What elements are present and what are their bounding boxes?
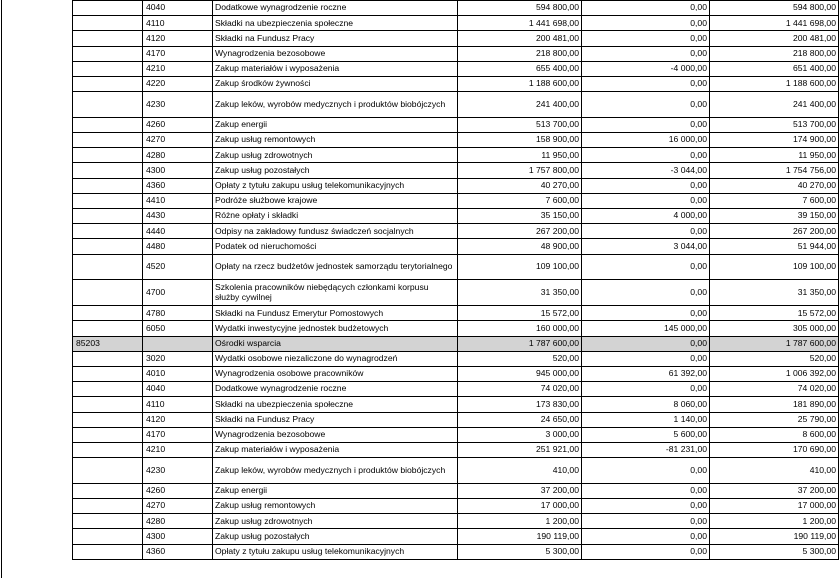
table-row (73, 427, 839, 442)
after-change-amount-cell: 190 119,00 (710, 529, 839, 544)
table-row (73, 163, 839, 178)
plan-amount-cell: 40 270,00 (458, 178, 582, 193)
table-row (73, 16, 839, 31)
table-row (73, 1, 839, 16)
paragraph-cell: 4300 (143, 163, 213, 178)
change-amount-cell: 0,00 (582, 148, 710, 163)
chapter-cell (73, 321, 143, 336)
change-amount-cell: 0,00 (582, 117, 710, 132)
chapter-cell (73, 16, 143, 31)
chapter-cell (73, 133, 143, 148)
paragraph-cell: 4270 (143, 133, 213, 148)
plan-amount-cell: 15 572,00 (458, 306, 582, 321)
paragraph-cell: 4230 (143, 92, 213, 118)
after-change-amount-cell: 267 200,00 (710, 224, 839, 239)
chapter-cell (73, 442, 143, 457)
description-cell: Opłaty na rzecz budżetów jednostek samorządu terytorialnego (213, 254, 458, 280)
table-row (73, 133, 839, 148)
change-amount-cell: 0,00 (582, 46, 710, 61)
paragraph-cell: 4360 (143, 544, 213, 559)
description-cell: Szkolenia pracowników niebędących członkami korpusu służby cywilnej (213, 280, 458, 306)
table-row (73, 254, 839, 280)
chapter-cell (73, 499, 143, 514)
plan-amount-cell: 267 200,00 (458, 224, 582, 239)
plan-amount-cell: 1 787 600,00 (458, 336, 582, 351)
paragraph-cell: 4120 (143, 31, 213, 46)
change-amount-cell: 0,00 (582, 280, 710, 306)
paragraph-cell: 4260 (143, 117, 213, 132)
table-row (73, 544, 839, 559)
description-cell: Składki na ubezpieczenia społeczne (213, 397, 458, 412)
description-cell: Dodatkowe wynagrodzenie roczne (213, 1, 458, 16)
change-amount-cell: -3 044,00 (582, 163, 710, 178)
table-row (73, 458, 839, 484)
change-amount-cell: 8 060,00 (582, 397, 710, 412)
description-cell: Ośrodki wsparcia (213, 336, 458, 351)
after-change-amount-cell: 5 300,00 (710, 544, 839, 559)
paragraph-cell: 4210 (143, 61, 213, 76)
plan-amount-cell: 410,00 (458, 458, 582, 484)
paragraph-cell: 4120 (143, 412, 213, 427)
plan-amount-cell: 1 757 800,00 (458, 163, 582, 178)
after-change-amount-cell: 51 944,00 (710, 239, 839, 254)
chapter-cell (73, 529, 143, 544)
table-row (73, 209, 839, 224)
after-change-amount-cell: 1 188 600,00 (710, 76, 839, 91)
after-change-amount-cell: 651 400,00 (710, 61, 839, 76)
chapter-cell (73, 209, 143, 224)
after-change-amount-cell: 8 600,00 (710, 427, 839, 442)
description-cell: Zakup usług remontowych (213, 499, 458, 514)
after-change-amount-cell: 218 800,00 (710, 46, 839, 61)
description-cell: Zakup energii (213, 117, 458, 132)
chapter-cell (73, 163, 143, 178)
chapter-cell (73, 397, 143, 412)
description-cell: Wynagrodzenia osobowe pracowników (213, 366, 458, 381)
paragraph-cell: 4280 (143, 514, 213, 529)
plan-amount-cell: 160 000,00 (458, 321, 582, 336)
chapter-cell (73, 92, 143, 118)
chapter-cell (73, 351, 143, 366)
table-row (73, 46, 839, 61)
paragraph-cell: 4780 (143, 306, 213, 321)
after-change-amount-cell: 39 150,00 (710, 209, 839, 224)
table-row (73, 529, 839, 544)
after-change-amount-cell: 1 787 600,00 (710, 336, 839, 351)
change-amount-cell: 0,00 (582, 254, 710, 280)
change-amount-cell: 0,00 (582, 351, 710, 366)
paragraph-cell: 4360 (143, 178, 213, 193)
after-change-amount-cell: 1 441 698,00 (710, 16, 839, 31)
description-cell: Wydatki osobowe niezaliczone do wynagrodzeń (213, 351, 458, 366)
paragraph-cell: 4430 (143, 209, 213, 224)
change-amount-cell: -4 000,00 (582, 61, 710, 76)
after-change-amount-cell: 1 006 392,00 (710, 366, 839, 381)
table-row (73, 280, 839, 306)
description-cell: Zakup środków żywności (213, 76, 458, 91)
paragraph-cell: 4010 (143, 366, 213, 381)
plan-amount-cell: 31 350,00 (458, 280, 582, 306)
section-row (73, 336, 839, 351)
after-change-amount-cell: 520,00 (710, 351, 839, 366)
description-cell: Zakup usług zdrowotnych (213, 148, 458, 163)
change-amount-cell: 0,00 (582, 514, 710, 529)
chapter-cell (73, 458, 143, 484)
paragraph-cell: 4280 (143, 148, 213, 163)
plan-amount-cell: 655 400,00 (458, 61, 582, 76)
after-change-amount-cell: 305 000,00 (710, 321, 839, 336)
after-change-amount-cell: 513 700,00 (710, 117, 839, 132)
table-row (73, 31, 839, 46)
paragraph-cell: 4230 (143, 458, 213, 484)
table-row (73, 397, 839, 412)
plan-amount-cell: 1 200,00 (458, 514, 582, 529)
change-amount-cell: 0,00 (582, 529, 710, 544)
description-cell: Odpisy na zakładowy fundusz świadczeń socjalnych (213, 224, 458, 239)
paragraph-cell: 4110 (143, 397, 213, 412)
change-amount-cell: 1 140,00 (582, 412, 710, 427)
after-change-amount-cell: 109 100,00 (710, 254, 839, 280)
change-amount-cell: 0,00 (582, 336, 710, 351)
description-cell: Zakup usług zdrowotnych (213, 514, 458, 529)
table-row (73, 224, 839, 239)
plan-amount-cell: 513 700,00 (458, 117, 582, 132)
change-amount-cell: 0,00 (582, 382, 710, 397)
description-cell: Opłaty z tytułu zakupu usług telekomunikacyjnych (213, 178, 458, 193)
table-row (73, 117, 839, 132)
change-amount-cell: 3 044,00 (582, 239, 710, 254)
description-cell: Wynagrodzenia bezosobowe (213, 427, 458, 442)
paragraph-cell: 4700 (143, 280, 213, 306)
description-cell: Zakup leków, wyrobów medycznych i produktów biobójczych (213, 458, 458, 484)
change-amount-cell: 0,00 (582, 31, 710, 46)
paragraph-cell: 4170 (143, 46, 213, 61)
chapter-cell (73, 254, 143, 280)
plan-amount-cell: 200 481,00 (458, 31, 582, 46)
chapter-cell (73, 193, 143, 208)
chapter-cell (73, 239, 143, 254)
table-row (73, 366, 839, 381)
change-amount-cell: 0,00 (582, 458, 710, 484)
chapter-cell (73, 280, 143, 306)
table-row (73, 412, 839, 427)
plan-amount-cell: 173 830,00 (458, 397, 582, 412)
chapter-cell (73, 483, 143, 498)
description-cell: Dodatkowe wynagrodzenie roczne (213, 382, 458, 397)
description-cell: Zakup materiałów i wyposażenia (213, 442, 458, 457)
paragraph-cell: 4480 (143, 239, 213, 254)
change-amount-cell: 0,00 (582, 16, 710, 31)
description-cell: Opłaty z tytułu zakupu usług telekomunikacyjnych (213, 544, 458, 559)
after-change-amount-cell: 17 000,00 (710, 499, 839, 514)
plan-amount-cell: 218 800,00 (458, 46, 582, 61)
table-row (73, 483, 839, 498)
after-change-amount-cell: 7 600,00 (710, 193, 839, 208)
table-row (73, 514, 839, 529)
plan-amount-cell: 1 441 698,00 (458, 16, 582, 31)
description-cell: Zakup materiałów i wyposażenia (213, 61, 458, 76)
change-amount-cell: 0,00 (582, 76, 710, 91)
change-amount-cell: -81 231,00 (582, 442, 710, 457)
change-amount-cell: 0,00 (582, 306, 710, 321)
chapter-cell (73, 178, 143, 193)
paragraph-cell (143, 336, 213, 351)
change-amount-cell: 16 000,00 (582, 133, 710, 148)
paragraph-cell: 4110 (143, 16, 213, 31)
description-cell: Zakup usług remontowych (213, 133, 458, 148)
chapter-cell (73, 224, 143, 239)
table-row (73, 321, 839, 336)
after-change-amount-cell: 200 481,00 (710, 31, 839, 46)
description-cell: Składki na ubezpieczenia społeczne (213, 16, 458, 31)
change-amount-cell: 61 392,00 (582, 366, 710, 381)
chapter-cell (73, 366, 143, 381)
plan-amount-cell: 35 150,00 (458, 209, 582, 224)
table-row (73, 148, 839, 163)
chapter-cell (73, 306, 143, 321)
paragraph-cell: 4040 (143, 382, 213, 397)
chapter-cell (73, 31, 143, 46)
page-left-rule (1, 0, 2, 578)
description-cell: Składki na Fundusz Emerytur Pomostowych (213, 306, 458, 321)
after-change-amount-cell: 40 270,00 (710, 178, 839, 193)
plan-amount-cell: 24 650,00 (458, 412, 582, 427)
chapter-cell (73, 148, 143, 163)
plan-amount-cell: 48 900,00 (458, 239, 582, 254)
table-row (73, 61, 839, 76)
plan-amount-cell: 241 400,00 (458, 92, 582, 118)
chapter-cell (73, 427, 143, 442)
after-change-amount-cell: 15 572,00 (710, 306, 839, 321)
change-amount-cell: 0,00 (582, 92, 710, 118)
table-row (73, 382, 839, 397)
paragraph-cell: 4520 (143, 254, 213, 280)
change-amount-cell: 0,00 (582, 544, 710, 559)
plan-amount-cell: 109 100,00 (458, 254, 582, 280)
table-row (73, 442, 839, 457)
after-change-amount-cell: 594 800,00 (710, 1, 839, 16)
budget-table-body (73, 1, 839, 560)
after-change-amount-cell: 410,00 (710, 458, 839, 484)
description-cell: Podatek od nieruchomości (213, 239, 458, 254)
after-change-amount-cell: 241 400,00 (710, 92, 839, 118)
chapter-cell (73, 61, 143, 76)
change-amount-cell: 0,00 (582, 178, 710, 193)
description-cell: Składki na Fundusz Pracy (213, 412, 458, 427)
description-cell: Zakup leków, wyrobów medycznych i produktów biobójczych (213, 92, 458, 118)
after-change-amount-cell: 181 890,00 (710, 397, 839, 412)
change-amount-cell: 0,00 (582, 1, 710, 16)
paragraph-cell: 6050 (143, 321, 213, 336)
table-row (73, 193, 839, 208)
plan-amount-cell: 3 000,00 (458, 427, 582, 442)
plan-amount-cell: 5 300,00 (458, 544, 582, 559)
after-change-amount-cell: 25 790,00 (710, 412, 839, 427)
after-change-amount-cell: 74 020,00 (710, 382, 839, 397)
after-change-amount-cell: 170 690,00 (710, 442, 839, 457)
table-row (73, 239, 839, 254)
chapter-cell (73, 46, 143, 61)
plan-amount-cell: 11 950,00 (458, 148, 582, 163)
description-cell: Podróże służbowe krajowe (213, 193, 458, 208)
after-change-amount-cell: 31 350,00 (710, 280, 839, 306)
change-amount-cell: 0,00 (582, 483, 710, 498)
table-row (73, 351, 839, 366)
plan-amount-cell: 37 200,00 (458, 483, 582, 498)
plan-amount-cell: 158 900,00 (458, 133, 582, 148)
chapter-cell (73, 76, 143, 91)
chapter-cell (73, 382, 143, 397)
description-cell: Składki na Fundusz Pracy (213, 31, 458, 46)
plan-amount-cell: 520,00 (458, 351, 582, 366)
change-amount-cell: 0,00 (582, 499, 710, 514)
description-cell: Zakup energii (213, 483, 458, 498)
change-amount-cell: 145 000,00 (582, 321, 710, 336)
plan-amount-cell: 1 188 600,00 (458, 76, 582, 91)
paragraph-cell: 4040 (143, 1, 213, 16)
chapter-cell (73, 117, 143, 132)
change-amount-cell: 0,00 (582, 224, 710, 239)
table-row (73, 499, 839, 514)
paragraph-cell: 4260 (143, 483, 213, 498)
paragraph-cell: 3020 (143, 351, 213, 366)
description-cell: Wynagrodzenia bezosobowe (213, 46, 458, 61)
table-row (73, 306, 839, 321)
plan-amount-cell: 17 000,00 (458, 499, 582, 514)
chapter-cell (73, 1, 143, 16)
table-row (73, 76, 839, 91)
after-change-amount-cell: 11 950,00 (710, 148, 839, 163)
plan-amount-cell: 190 119,00 (458, 529, 582, 544)
plan-amount-cell: 7 600,00 (458, 193, 582, 208)
after-change-amount-cell: 1 200,00 (710, 514, 839, 529)
paragraph-cell: 4410 (143, 193, 213, 208)
change-amount-cell: 4 000,00 (582, 209, 710, 224)
table-row (73, 178, 839, 193)
description-cell: Wydatki inwestycyjne jednostek budżetowych (213, 321, 458, 336)
paragraph-cell: 4170 (143, 427, 213, 442)
change-amount-cell: 5 600,00 (582, 427, 710, 442)
paragraph-cell: 4300 (143, 529, 213, 544)
paragraph-cell: 4440 (143, 224, 213, 239)
budget-table (72, 0, 839, 560)
paragraph-cell: 4220 (143, 76, 213, 91)
chapter-cell: 85203 (73, 336, 143, 351)
after-change-amount-cell: 174 900,00 (710, 133, 839, 148)
table-row (73, 92, 839, 118)
description-cell: Różne opłaty i składki (213, 209, 458, 224)
after-change-amount-cell: 1 754 756,00 (710, 163, 839, 178)
change-amount-cell: 0,00 (582, 193, 710, 208)
chapter-cell (73, 544, 143, 559)
description-cell: Zakup usług pozostałych (213, 163, 458, 178)
plan-amount-cell: 74 020,00 (458, 382, 582, 397)
chapter-cell (73, 514, 143, 529)
after-change-amount-cell: 37 200,00 (710, 483, 839, 498)
chapter-cell (73, 412, 143, 427)
paragraph-cell: 4270 (143, 499, 213, 514)
description-cell: Zakup usług pozostałych (213, 529, 458, 544)
plan-amount-cell: 251 921,00 (458, 442, 582, 457)
plan-amount-cell: 945 000,00 (458, 366, 582, 381)
plan-amount-cell: 594 800,00 (458, 1, 582, 16)
paragraph-cell: 4210 (143, 442, 213, 457)
